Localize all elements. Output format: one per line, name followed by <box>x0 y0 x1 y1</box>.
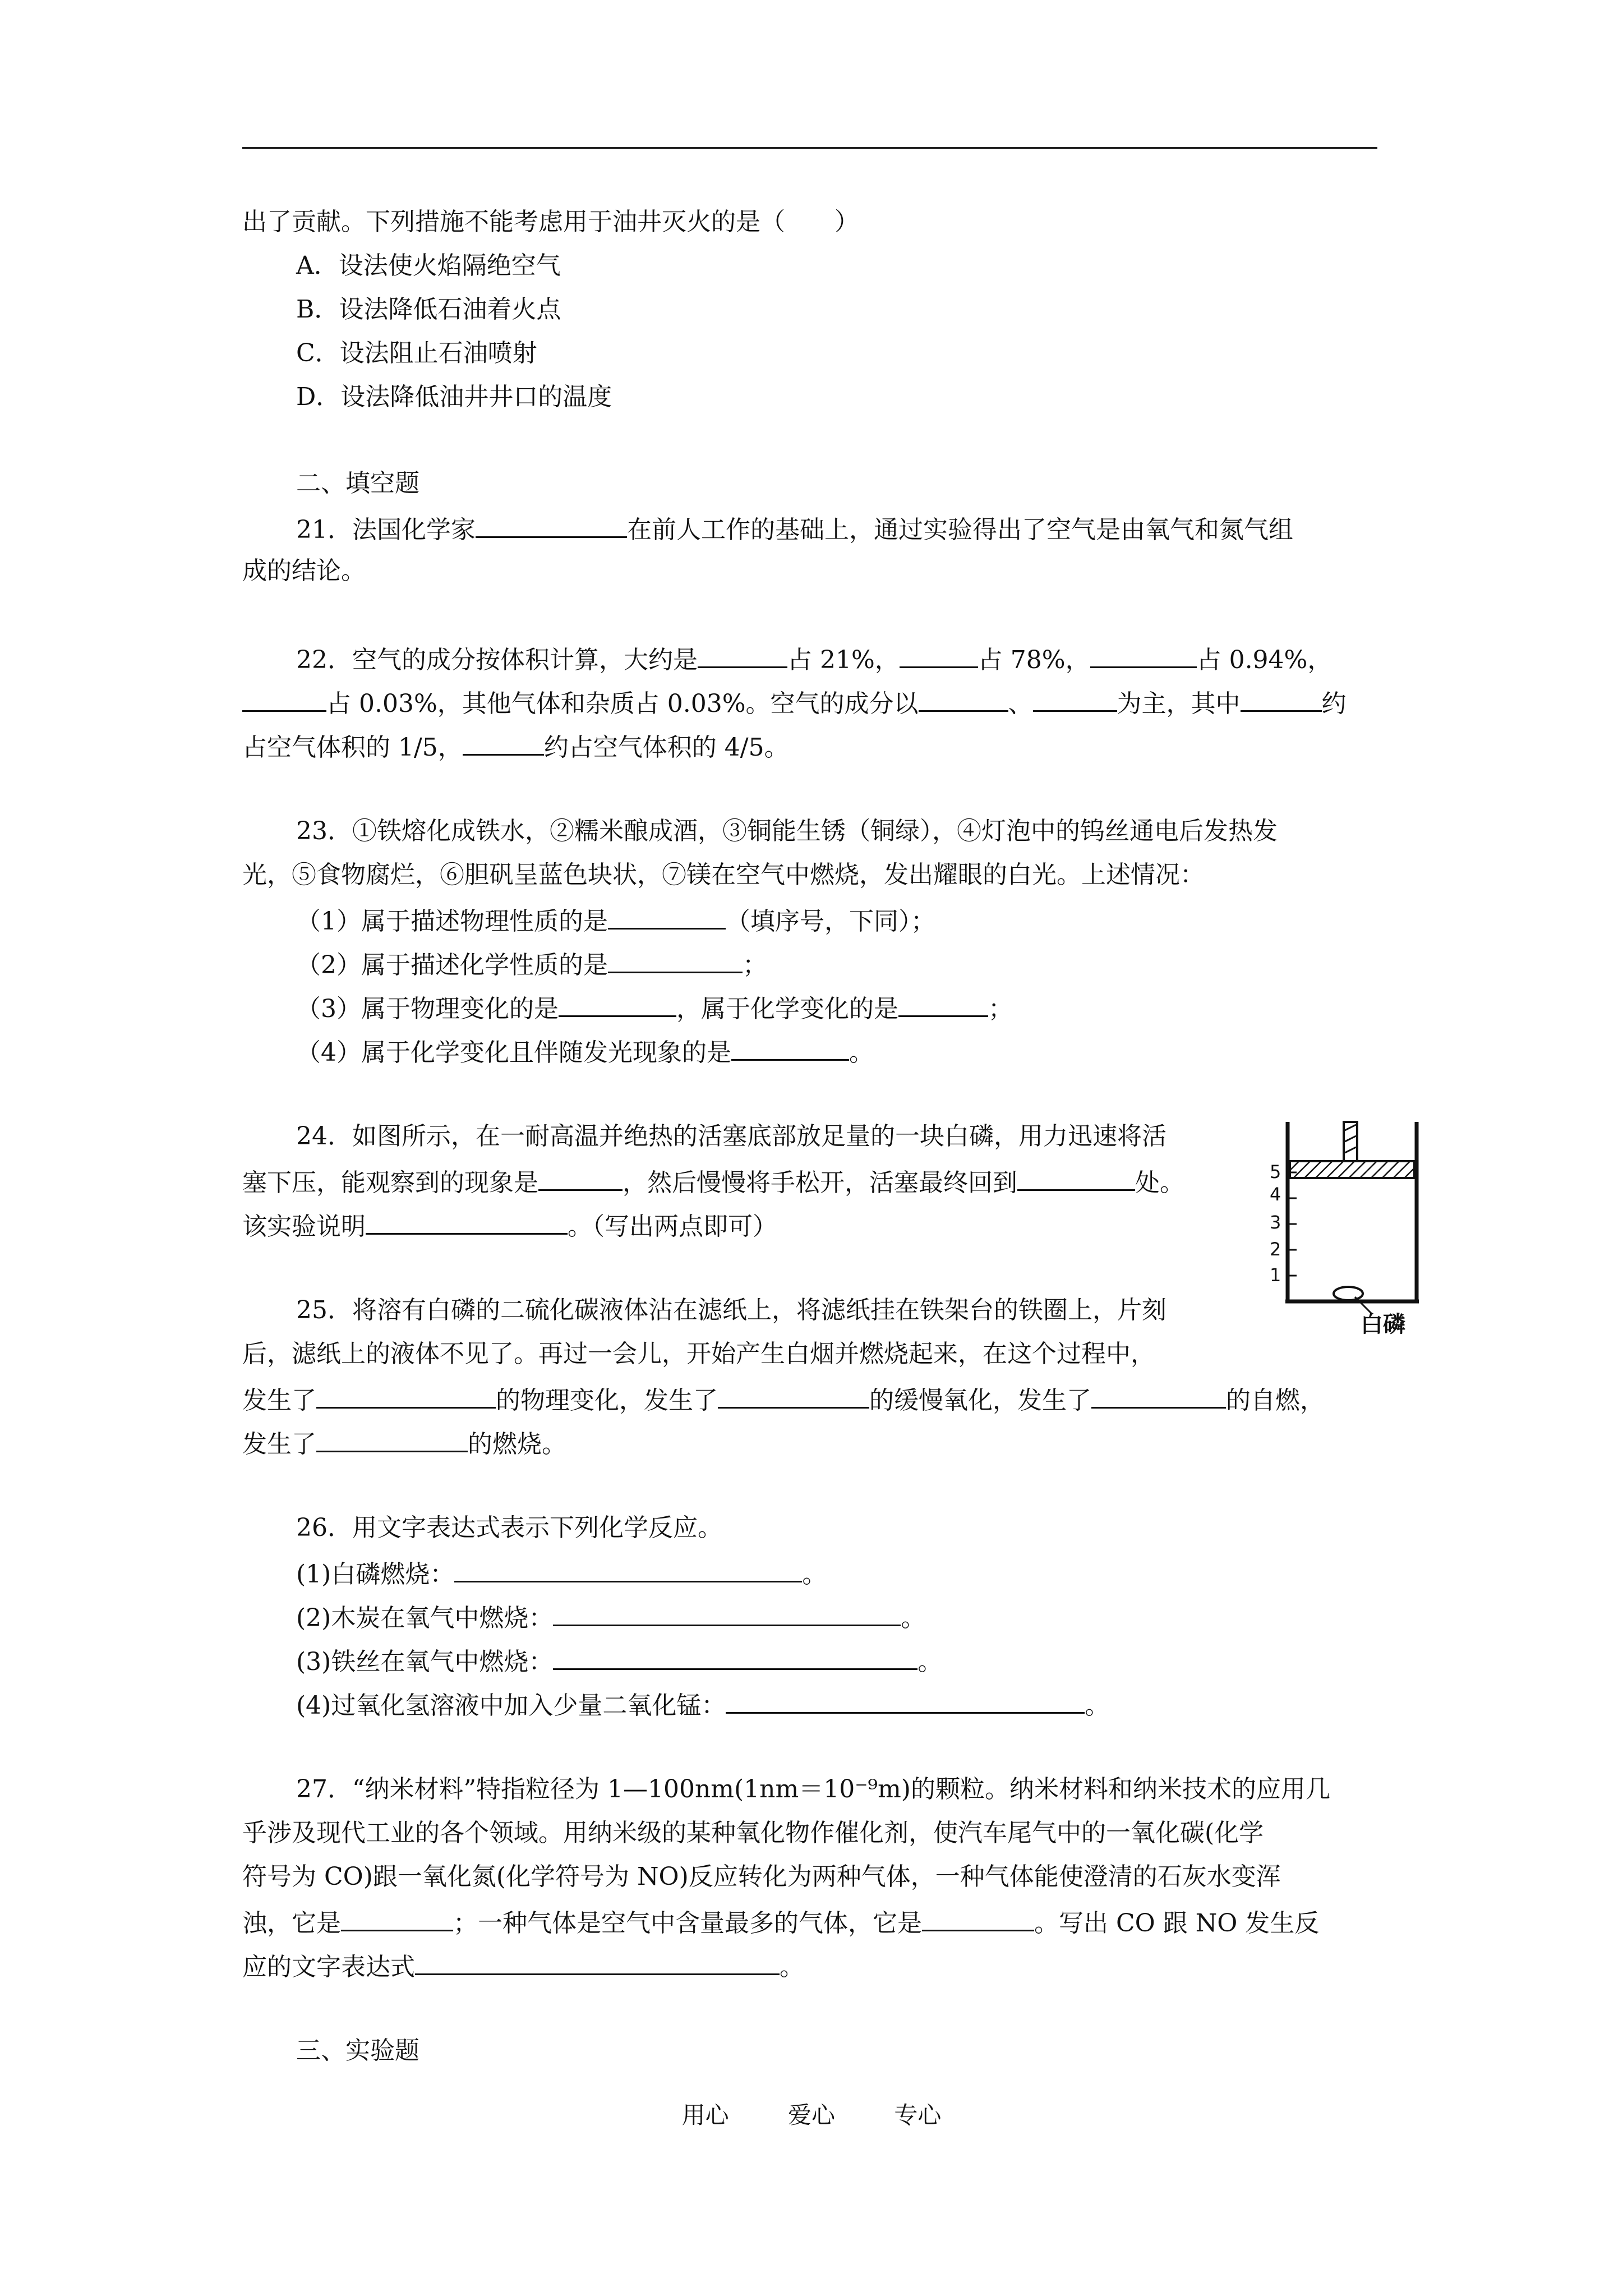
q25-blank-1 <box>316 1381 496 1409</box>
scale-mark-5: 5 <box>1270 1161 1281 1182</box>
q20-option-a: A．设法使火焰隔绝空气 <box>296 251 561 280</box>
q23-blank-3 <box>559 990 676 1017</box>
q23-sub4 <box>296 1033 874 1070</box>
q23-blank-5 <box>731 1033 849 1061</box>
footer-word-2: 爱心 <box>787 2101 835 2129</box>
q20-option-d: D．设法降低油井井口的温度 <box>296 383 612 411</box>
q24-line1: 24．如图所示，在一耐高温并绝热的活塞底部放足量的一块白磷，用力迅速将活 <box>296 1122 1166 1151</box>
q27-line1: 27．“纳米材料”特指粒径为 1—100nm(1nm＝10⁻⁹m)的颗粒。纳米材料和纳米技术的应用几 <box>296 1775 1330 1803</box>
q26-blank-1 <box>454 1555 802 1582</box>
header-rule <box>242 147 1377 149</box>
footer-word-1: 用心 <box>681 2101 729 2129</box>
q20-stem: 出了贡献。下列措施不能考虑用于油井灭火的是（ ） <box>242 208 859 236</box>
q26-blank-2 <box>553 1599 901 1626</box>
q27-blank-1 <box>341 1904 453 1931</box>
q25-text-4a: 发生了 <box>242 1430 316 1458</box>
q27-text-5b: 。 <box>780 1953 804 1981</box>
q22-blank-2 <box>900 641 978 668</box>
q25-line1: 25．将溶有白磷的二硫化碳液体沾在滤纸上，将滤纸挂在铁架台的铁圈上，片刻 <box>296 1296 1166 1324</box>
q25-blank-4 <box>316 1425 468 1452</box>
q22-text-2b: 、 <box>1008 689 1033 718</box>
q24-blank-3 <box>366 1207 568 1235</box>
q27-line2: 乎涉及现代工业的各个领域。用纳米级的某种氧化物作催化剂，使汽车尾气中的一氧化碳(化学 <box>242 1819 1264 1847</box>
q23-blank-1 <box>608 902 726 930</box>
q26-item-2-end: 。 <box>901 1604 926 1632</box>
q25-text-3b: 的物理变化，发生了 <box>496 1386 718 1415</box>
q22-text-1b: 占 21%， <box>787 646 900 674</box>
q23-sub2 <box>296 946 767 982</box>
q20-option-b: B．设法降低石油着火点 <box>296 295 561 324</box>
q23-blank-2 <box>608 946 743 973</box>
q27-blank-3 <box>415 1948 780 1975</box>
q23-line2: 光，⑤食物腐烂，⑥胆矾呈蓝色块状，⑦镁在空气中燃烧，发出耀眼的白光。上述情况： <box>242 861 1205 889</box>
q20-option-c: C．设法阻止石油喷射 <box>296 339 537 367</box>
q27-text-4a: 浊，它是 <box>242 1909 341 1938</box>
q25-line4 <box>242 1425 566 1461</box>
q24-text-3b: 。（写出两点即可） <box>568 1212 777 1241</box>
q23-line1: 23．①铁熔化成铁水，②糯米酿成酒，③铜能生锈（铜绿），④灯泡中的钨丝通电后发热发 <box>296 817 1278 845</box>
q22-text-1c: 占 78%， <box>978 646 1090 674</box>
q21-text-2: 在前人工作的基础上，通过实验得出了空气是由氧气和氮气组 <box>627 516 1293 544</box>
q23-sub4-text: （4）属于化学变化且伴随发光现象的是 <box>296 1038 731 1067</box>
q21-line1 <box>296 510 1293 547</box>
q27-text-4c: 。写出 CO 跟 NO 发生反 <box>1034 1909 1320 1938</box>
q24-line3 <box>242 1207 777 1244</box>
q23-sub1-text: （1）属于描述物理性质的是 <box>296 907 608 936</box>
q24-text-2b: ，然后慢慢将手松开，活塞最终回到 <box>623 1168 1017 1197</box>
q22-blank-8 <box>463 728 544 756</box>
q24-blank-1 <box>538 1163 623 1191</box>
q26-item-2 <box>296 1599 925 1635</box>
scale-mark-4: 4 <box>1270 1184 1281 1205</box>
q22-text-1d: 占 0.94%， <box>1196 646 1332 674</box>
scale-mark-1: 1 <box>1270 1264 1281 1286</box>
q25-text-3a: 发生了 <box>242 1386 316 1415</box>
q24-text-3a: 该实验说明 <box>242 1212 366 1241</box>
q25-blank-2 <box>718 1381 869 1409</box>
q25-line2: 后，滤纸上的液体不见了。再过一会儿，开始产生白烟并燃烧起来，在这个过程中， <box>242 1340 1155 1368</box>
q23-sub2-text: （2）属于描述化学性质的是 <box>296 951 608 979</box>
q21-line2: 成的结论。 <box>242 556 366 585</box>
q27-line4 <box>242 1904 1319 1940</box>
q25-text-3c: 的缓慢氧化，发生了 <box>869 1386 1091 1415</box>
q27-text-4b: ；一种气体是空气中含量最多的气体，它是 <box>453 1909 922 1938</box>
q22-text-2c: 为主，其中 <box>1117 689 1241 718</box>
q23-sub3 <box>296 990 1013 1026</box>
q23-sub3-end: ； <box>988 995 1013 1023</box>
piston-figure <box>1265 1116 1433 1341</box>
q26-item-3 <box>296 1642 942 1679</box>
section-heading-fill-in: 二、填空题 <box>296 469 419 498</box>
q24-line2 <box>242 1163 1184 1200</box>
q22-text-2a: 占 0.03%，其他气体和杂质占 0.03%。空气的成分以 <box>326 689 919 718</box>
q22-blank-7 <box>1241 684 1322 712</box>
q26-item-1-text: (1)白磷燃烧： <box>296 1560 455 1589</box>
q26-item-1-end: 。 <box>802 1560 827 1589</box>
q27-line5 <box>242 1948 804 1984</box>
q23-sub2-end: ； <box>743 951 767 979</box>
scale-mark-3: 3 <box>1270 1212 1281 1233</box>
q22-text-3a: 占空气体积的 1/5， <box>242 733 463 762</box>
q22-line1 <box>296 641 1332 677</box>
q27-text-5a: 应的文字表达式 <box>242 1953 415 1981</box>
q22-blank-4 <box>242 684 326 712</box>
q25-text-4b: 的燃烧。 <box>468 1430 566 1458</box>
q22-blank-1 <box>698 641 787 668</box>
q21-blank <box>476 510 627 538</box>
q22-text-1a: 22．空气的成分按体积计算，大约是 <box>296 646 698 674</box>
q23-blank-4 <box>898 990 988 1017</box>
q22-line2 <box>242 684 1347 721</box>
q23-sub3-text: （3）属于物理变化的是 <box>296 995 559 1023</box>
q26-item-4-end: 。 <box>1085 1691 1110 1720</box>
q22-blank-5 <box>919 684 1008 712</box>
q26-item-3-end: 。 <box>917 1648 943 1676</box>
q23-sub1 <box>296 902 935 938</box>
q26-item-4 <box>296 1686 1109 1723</box>
q22-text-2d: 约 <box>1321 689 1347 718</box>
piston-head <box>1290 1161 1414 1178</box>
section-heading-experiment: 三、实验题 <box>296 2036 419 2065</box>
q24-text-2c: 处。 <box>1135 1168 1184 1197</box>
q23-sub3-mid: ，属于化学变化的是 <box>676 995 898 1023</box>
q26-item-2-text: (2)木炭在氧气中燃烧： <box>296 1604 554 1632</box>
q22-blank-3 <box>1090 641 1197 668</box>
q22-text-3b: 约占空气体积的 4/5。 <box>543 733 789 762</box>
q23-sub1-end: （填序号，下同）； <box>726 907 935 936</box>
q25-text-3d: 的自燃， <box>1226 1386 1325 1415</box>
q24-blank-2 <box>1017 1163 1135 1191</box>
q24-text-2a: 塞下压，能观察到的现象是 <box>242 1168 538 1197</box>
q25-line3 <box>242 1381 1325 1418</box>
q25-blank-3 <box>1091 1381 1226 1409</box>
footer-word-3: 专心 <box>894 2101 942 2129</box>
scale-mark-2: 2 <box>1270 1239 1281 1260</box>
figure-label-phosphorus: 白磷 <box>1361 1312 1405 1337</box>
q26-blank-4 <box>726 1686 1085 1714</box>
white-phosphorus-lump <box>1334 1287 1363 1300</box>
q22-line3 <box>242 728 789 765</box>
q21-text-1: 21．法国化学家 <box>296 516 476 544</box>
q26-item-4-text: (4)过氧化氢溶液中加入少量二氧化锰： <box>296 1691 726 1720</box>
q23-sub4-end: 。 <box>849 1038 874 1067</box>
q26-stem: 26．用文字表达式表示下列化学反应。 <box>296 1513 722 1542</box>
page-footer <box>0 2097 1623 2131</box>
q27-line3: 符号为 CO)跟一氧化氮(化学符号为 NO)反应转化为两种气体，一种气体能使澄清的石灰水变浑 <box>242 1862 1281 1891</box>
q27-blank-2 <box>922 1904 1034 1931</box>
q26-blank-3 <box>553 1642 917 1670</box>
q22-blank-6 <box>1033 684 1117 712</box>
q26-item-1 <box>296 1555 827 1591</box>
q26-item-3-text: (3)铁丝在氧气中燃烧： <box>296 1648 554 1676</box>
